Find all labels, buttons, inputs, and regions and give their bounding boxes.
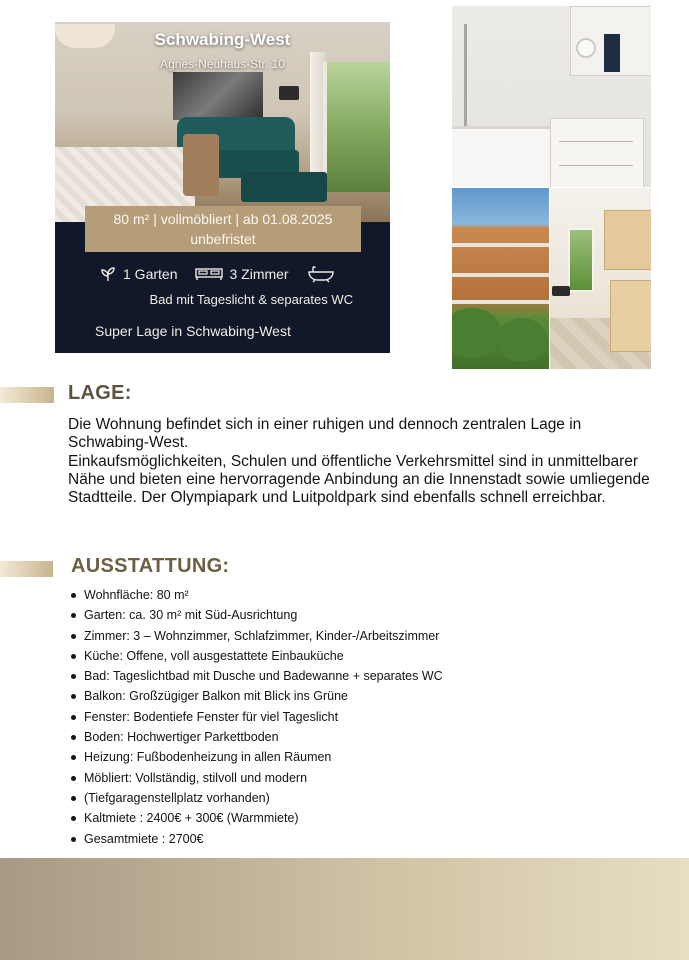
bar-stool xyxy=(552,286,570,296)
feature-garden: 1 Garten xyxy=(123,266,178,282)
list-item: Wohnfläche: 80 m² xyxy=(69,585,443,605)
drawer-line xyxy=(559,141,633,142)
list-item: Möbliert: Vollständig, stilvoll und modern xyxy=(69,768,443,788)
drawer-line xyxy=(559,165,633,166)
kitchen-photo xyxy=(550,188,651,369)
balcony xyxy=(452,243,549,247)
lower-cabinets xyxy=(610,280,651,352)
list-item: Balkon: Großzügiger Balkon mit Blick ins Grüne xyxy=(69,686,443,706)
bathtub-icon xyxy=(307,265,335,283)
list-item: Garten: ca. 30 m² mit Süd-Ausrichtung xyxy=(69,605,443,625)
section-title-lage: LAGE: xyxy=(68,382,132,404)
balcony xyxy=(452,300,549,304)
bathroom-photo xyxy=(452,6,651,187)
round-mirror xyxy=(576,38,596,58)
list-item: (Tiefgaragenstellplatz vorhanden) xyxy=(69,788,443,808)
section-marker xyxy=(0,387,54,403)
lage-paragraph: Die Wohnung befindet sich in einer ruhigen und dennoch zentralen Lage in Schwabing-West. xyxy=(68,416,582,452)
hero-card xyxy=(55,22,390,353)
building-photo xyxy=(452,188,549,369)
chair xyxy=(183,134,219,196)
section-marker xyxy=(0,561,53,577)
ottoman xyxy=(241,172,327,202)
lage-description xyxy=(68,416,658,507)
list-item: Bad: Tageslichtbad mit Dusche und Badewanne + separates WC xyxy=(69,666,443,686)
hero-features xyxy=(99,263,335,285)
garden-door xyxy=(568,228,594,292)
towel xyxy=(604,34,620,72)
hero-banner xyxy=(85,206,361,252)
banner-line-1: 80 m² | vollmöbliert | ab 01.08.2025 xyxy=(113,211,333,227)
footer-gradient-band xyxy=(0,858,689,960)
hero-title: Schwabing-West xyxy=(154,30,291,49)
plant-icon xyxy=(99,266,117,282)
floor-lamp xyxy=(279,86,299,100)
hero-address: Agnes-Neuhaus-Str. 10 xyxy=(160,57,285,71)
lage-paragraph: Einkaufsmöglichkeiten, Schulen und öffentliche Verkehrsmittel sind in unmittelbarer Nähe und bieten eine hervorragende Anbindung an die Innenstadt sowie umliegende Stadtteile. Der Olympiapark und Luitpoldpark sind ebenfalls schnell erreichbar. xyxy=(68,452,650,507)
tree xyxy=(452,308,502,358)
banner-line-2: unbefristet xyxy=(190,231,256,247)
hero-bath-note: Bad mit Tageslicht & separates WC xyxy=(149,292,353,307)
upper-cabinets xyxy=(604,210,651,270)
living-room-photo xyxy=(55,22,390,222)
vanity xyxy=(550,118,644,187)
window xyxy=(323,62,390,192)
bathtub xyxy=(452,126,550,187)
hero-tagline: Super Lage in Schwabing-West xyxy=(95,323,291,339)
list-item: Zimmer: 3 – Wohnzimmer, Schlafzimmer, Kinder-/Arbeitszimmer xyxy=(69,626,443,646)
feature-rooms: 3 Zimmer xyxy=(229,266,289,282)
tree xyxy=(497,318,547,362)
section-title-ausstattung: AUSSTATTUNG: xyxy=(71,555,230,577)
list-item: Boden: Hochwertiger Parkettboden xyxy=(69,727,443,747)
balcony xyxy=(452,273,549,277)
wall-picture xyxy=(173,72,263,120)
list-item: Heizung: Fußbodenheizung in allen Räumen xyxy=(69,747,443,767)
feature-list xyxy=(69,585,443,849)
list-item: Küche: Offene, voll ausgestattete Einbauküche xyxy=(69,646,443,666)
list-item: Fenster: Bodentiefe Fenster für viel Tageslicht xyxy=(69,707,443,727)
list-item: Gesamtmiete : 2700€ xyxy=(69,829,443,849)
list-item: Kaltmiete : 2400€ + 300€ (Warmmiete) xyxy=(69,808,443,828)
bed-icon xyxy=(195,267,223,281)
